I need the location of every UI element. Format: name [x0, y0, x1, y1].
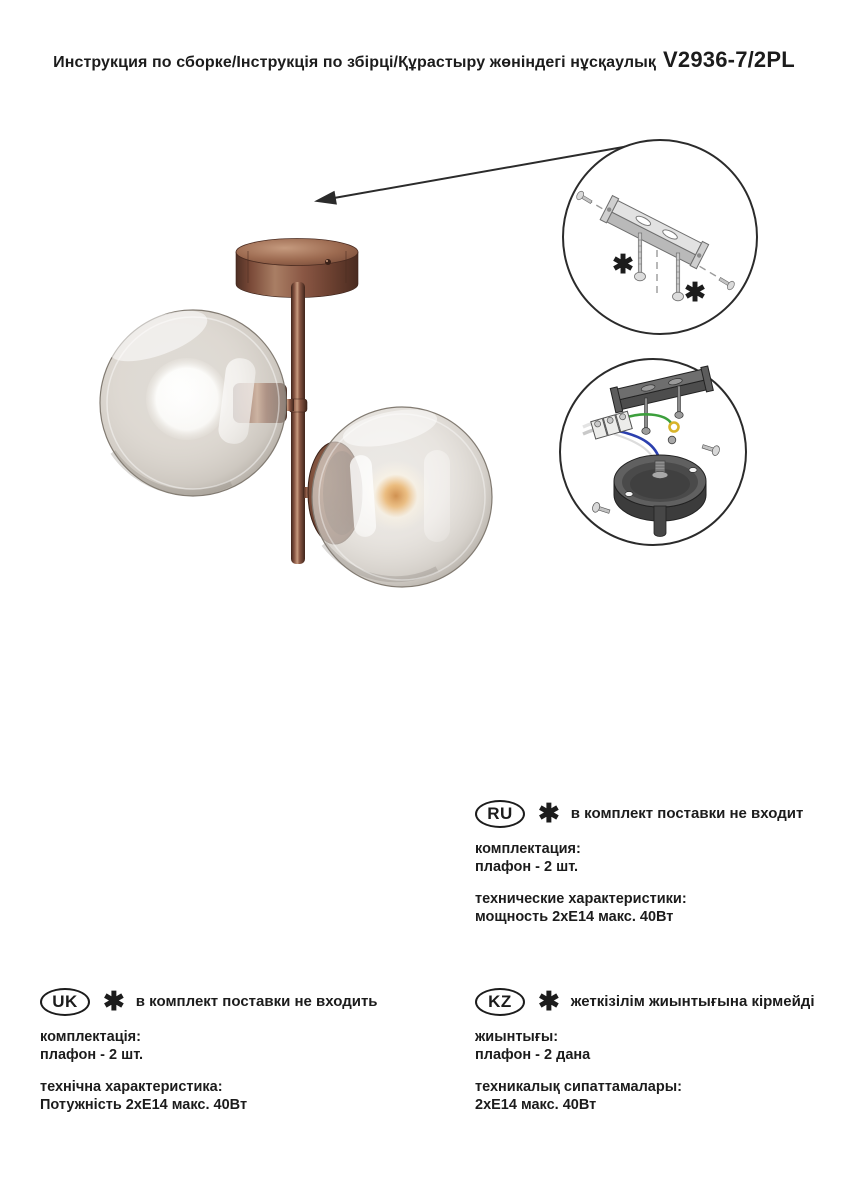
spec-label-ru: технические характеристики: — [475, 891, 687, 907]
not-included-note-ru: в комплект поставки не входит — [570, 805, 804, 822]
cup-hole-2 — [625, 492, 633, 497]
spec-paragraph-ru — [475, 890, 815, 926]
kit-value-kz: плафон - 2 дана — [475, 1047, 591, 1063]
kit-value-uk: плафон - 2 шт. — [40, 1047, 144, 1063]
kit-label-kz: жиынтығы: — [475, 1029, 559, 1045]
kit-paragraph-ru — [475, 840, 815, 876]
asterisk-icon: ✱ — [103, 985, 125, 1016]
lang-badge-ru: RU — [475, 800, 525, 828]
not-included-asterisk-1: ✱ — [612, 249, 634, 279]
spec-value-ru: мощность 2хЕ14 макс. 40Вт — [475, 909, 674, 925]
not-included-note-kz: жеткізілім жиынтығына кірмейді — [570, 993, 815, 1010]
asterisk-icon: ✱ — [538, 985, 560, 1016]
section-uk-header — [40, 987, 440, 1016]
cup-hole-1 — [689, 468, 697, 473]
kit-label-uk: комплектація: — [40, 1029, 141, 1045]
section-ru-header — [475, 799, 815, 828]
right-globe — [308, 402, 492, 587]
asterisk-icon: ✱ — [538, 797, 560, 828]
spec-value-kz: 2хЕ14 макс. 40Вт — [475, 1097, 597, 1113]
section-ru — [475, 799, 815, 926]
left-globe — [100, 300, 287, 496]
spec-paragraph-uk — [40, 1078, 440, 1114]
section-kz-header — [475, 987, 835, 1016]
lang-badge-kz: KZ — [475, 988, 525, 1016]
canopy-screw — [325, 259, 331, 265]
section-kz — [475, 987, 835, 1114]
nut — [668, 436, 676, 444]
lang-badge-uk: UK — [40, 988, 90, 1016]
arrowhead — [314, 191, 337, 205]
detail-circle-canopy — [560, 359, 746, 545]
cup-stem — [654, 506, 666, 537]
detail-circle-bracket — [563, 140, 757, 334]
spec-paragraph-kz — [475, 1078, 835, 1114]
kit-label-ru: комплектация: — [475, 841, 581, 857]
spec-label-uk: технічна характеристика: — [40, 1079, 223, 1095]
lamp-photo — [100, 239, 492, 588]
kit-paragraph-uk — [40, 1028, 440, 1064]
kit-paragraph-kz — [475, 1028, 835, 1064]
section-uk — [40, 987, 440, 1114]
not-included-note-uk: в комплект поставки не входить — [135, 993, 378, 1010]
kit-value-ru: плафон - 2 шт. — [475, 859, 579, 875]
spec-label-kz: техникалық сипаттамалары: — [475, 1079, 682, 1095]
title-text: Инструкция по сборке/Інструкція по збірці/Құрастыру жөніндегі нұсқаулық — [53, 54, 657, 71]
not-included-asterisk-2: ✱ — [684, 277, 706, 307]
model-number: V2936-7/2PL — [663, 47, 795, 72]
spec-value-uk: Потужність 2хЕ14 макс. 40Вт — [40, 1097, 248, 1113]
